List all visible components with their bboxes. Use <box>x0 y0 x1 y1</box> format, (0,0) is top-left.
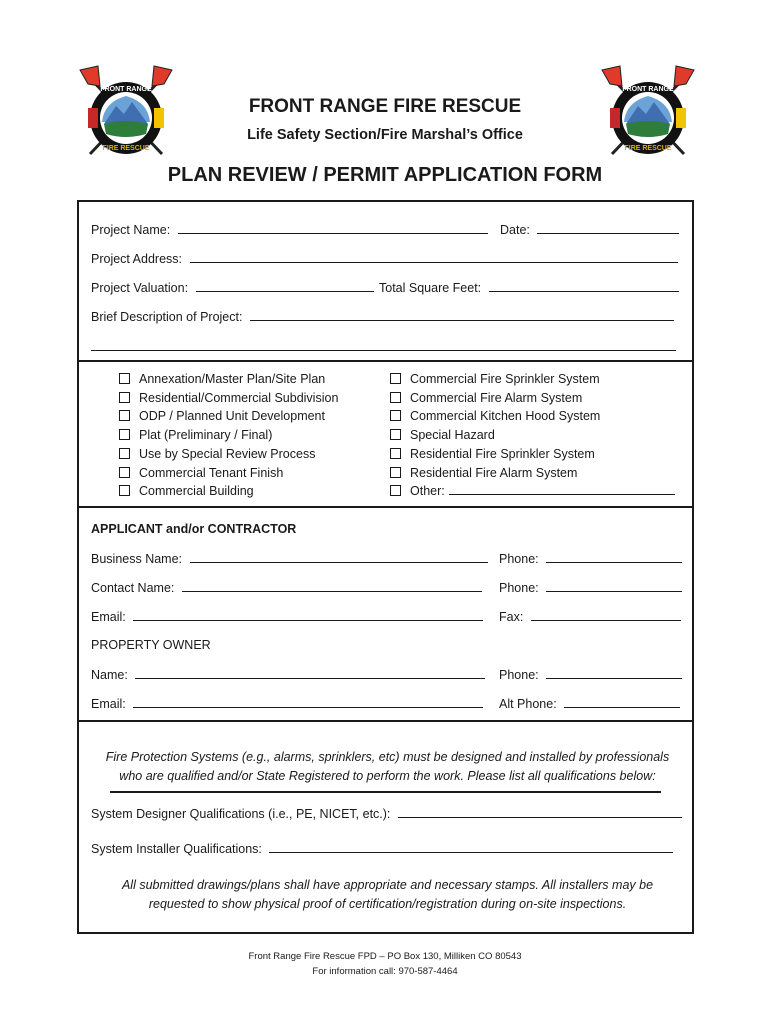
checkbox[interactable] <box>390 485 401 496</box>
checkbox[interactable] <box>390 467 401 478</box>
designer-qualifications-label: System Designer Qualifications (i.e., PE, NICET, etc.): <box>91 807 391 821</box>
project-type-option[interactable] <box>390 371 600 387</box>
designer-qualifications-field[interactable] <box>398 806 682 818</box>
project-type-option[interactable] <box>119 446 315 462</box>
logo-text-top: FRONT RANGE <box>100 86 152 93</box>
checkbox[interactable] <box>390 448 401 459</box>
project-type-option[interactable] <box>390 408 600 424</box>
project-type-option[interactable] <box>119 465 283 481</box>
applicant-email-field[interactable] <box>133 609 483 621</box>
footer-phone: For information call: 970-587-4464 <box>312 966 458 977</box>
project-type-option[interactable] <box>119 371 325 387</box>
checkbox[interactable] <box>390 410 401 421</box>
checkbox[interactable] <box>119 410 130 421</box>
date-label: Date: <box>500 223 530 237</box>
owner-phone-field[interactable] <box>546 667 682 679</box>
project-name-field[interactable] <box>178 222 488 234</box>
logo-text-bottom: FIRE RESCUE <box>102 145 150 152</box>
form-title: PLAN REVIEW / PERMIT APPLICATION FORM <box>167 164 603 186</box>
project-type-label: Residential Fire Alarm System <box>410 466 578 480</box>
business-phone-label: Phone: <box>499 552 539 566</box>
applicant-owner-section <box>77 506 694 722</box>
contact-phone-label: Phone: <box>499 581 539 595</box>
project-type-label: Commercial Fire Sprinkler System <box>410 372 600 386</box>
project-type-label: Commercial Kitchen Hood System <box>410 409 601 423</box>
organization-name: FRONT RANGE FIRE RESCUE <box>248 96 522 117</box>
business-name-field[interactable] <box>190 551 488 563</box>
project-type-label: Other: <box>410 484 445 498</box>
owner-email-field[interactable] <box>133 696 483 708</box>
project-type-option[interactable] <box>119 390 338 406</box>
project-type-option[interactable] <box>390 446 595 462</box>
checkbox[interactable] <box>390 373 401 384</box>
project-type-option[interactable] <box>119 408 325 424</box>
contact-name-label: Contact Name: <box>91 581 175 595</box>
other-type-field[interactable] <box>449 483 675 495</box>
brief-description-field[interactable] <box>250 309 674 321</box>
project-valuation-label: Project Valuation: <box>91 281 189 295</box>
installer-qualifications-field[interactable] <box>269 841 673 853</box>
project-address-label: Project Address: <box>91 252 183 266</box>
checkbox[interactable] <box>390 392 401 403</box>
project-type-option[interactable] <box>390 483 675 499</box>
total-square-feet-label: Total Square Feet: <box>379 281 482 295</box>
logo-text-top: FRONT RANGE <box>622 86 674 93</box>
business-name-label: Business Name: <box>91 552 183 566</box>
fax-field[interactable] <box>531 609 681 621</box>
date-field[interactable] <box>537 222 679 234</box>
project-type-label: Residential/Commercial Subdivision <box>139 391 339 405</box>
notice-divider <box>110 791 661 793</box>
project-type-checklist <box>77 360 694 508</box>
project-type-label: Annexation/Master Plan/Site Plan <box>139 372 326 386</box>
project-address-field[interactable] <box>190 251 678 263</box>
project-type-label: Commercial Tenant Finish <box>139 466 284 480</box>
checkbox[interactable] <box>119 448 130 459</box>
project-type-label: Commercial Fire Alarm System <box>410 391 583 405</box>
installer-qualifications-label: System Installer Qualifications: <box>91 842 262 856</box>
project-type-option[interactable] <box>390 427 495 443</box>
project-type-option[interactable] <box>390 465 577 481</box>
footer-address: Front Range Fire Rescue FPD – PO Box 130, Milliken CO 80543 <box>248 951 522 962</box>
project-type-label: ODP / Planned Unit Development <box>139 409 325 423</box>
project-type-option[interactable] <box>390 390 582 406</box>
project-name-label: Project Name: <box>91 223 171 237</box>
project-type-label: Plat (Preliminary / Final) <box>139 428 273 442</box>
project-type-label: Use by Special Review Process <box>139 447 316 461</box>
owner-name-field[interactable] <box>135 667 485 679</box>
checkbox[interactable] <box>119 392 130 403</box>
brief-description-label: Brief Description of Project: <box>91 310 243 324</box>
brief-description-continuation-field[interactable] <box>91 350 676 351</box>
checkbox[interactable] <box>119 373 130 384</box>
applicant-heading: APPLICANT and/or CONTRACTOR <box>91 522 297 536</box>
project-info-section <box>77 200 694 362</box>
alt-phone-label: Alt Phone: <box>499 697 557 711</box>
total-square-feet-field[interactable] <box>489 280 679 292</box>
project-type-label: Commercial Building <box>139 484 254 498</box>
owner-phone-label: Phone: <box>499 668 539 682</box>
owner-name-label: Name: <box>91 668 128 682</box>
qualifications-notice-line-1: Fire Protection Systems (e.g., alarms, sprinklers, etc) must be designed and installed by professionals <box>105 750 670 764</box>
qualifications-notice-line-2: who are qualified and/or State Registered to perform the work. Please list all qualifications below: <box>119 769 656 783</box>
fax-label: Fax: <box>499 610 524 624</box>
checkbox[interactable] <box>119 485 130 496</box>
checkbox[interactable] <box>390 429 401 440</box>
checkbox[interactable] <box>119 467 130 478</box>
stamps-notice-line-1: All submitted drawings/plans shall have appropriate and necessary stamps. All installers may be <box>121 878 654 892</box>
property-owner-heading: PROPERTY OWNER <box>91 638 211 652</box>
project-type-label: Special Hazard <box>410 428 495 442</box>
applicant-email-label: Email: <box>91 610 126 624</box>
project-type-option[interactable] <box>119 427 272 443</box>
owner-email-label: Email: <box>91 697 126 711</box>
logo-text-bottom: FIRE RESCUE <box>624 145 672 152</box>
stamps-notice-line-2: requested to show physical proof of certification/registration during on-site inspections. <box>148 897 627 911</box>
project-type-option[interactable] <box>119 483 254 499</box>
contact-phone-field[interactable] <box>546 580 682 592</box>
checkbox[interactable] <box>119 429 130 440</box>
project-valuation-field[interactable] <box>196 280 374 292</box>
business-phone-field[interactable] <box>546 551 682 563</box>
contact-name-field[interactable] <box>182 580 482 592</box>
project-type-label: Residential Fire Sprinkler System <box>410 447 595 461</box>
alt-phone-field[interactable] <box>564 696 680 708</box>
office-subtitle: Life Safety Section/Fire Marshal’s Office <box>247 127 523 143</box>
qualifications-section <box>77 720 694 934</box>
